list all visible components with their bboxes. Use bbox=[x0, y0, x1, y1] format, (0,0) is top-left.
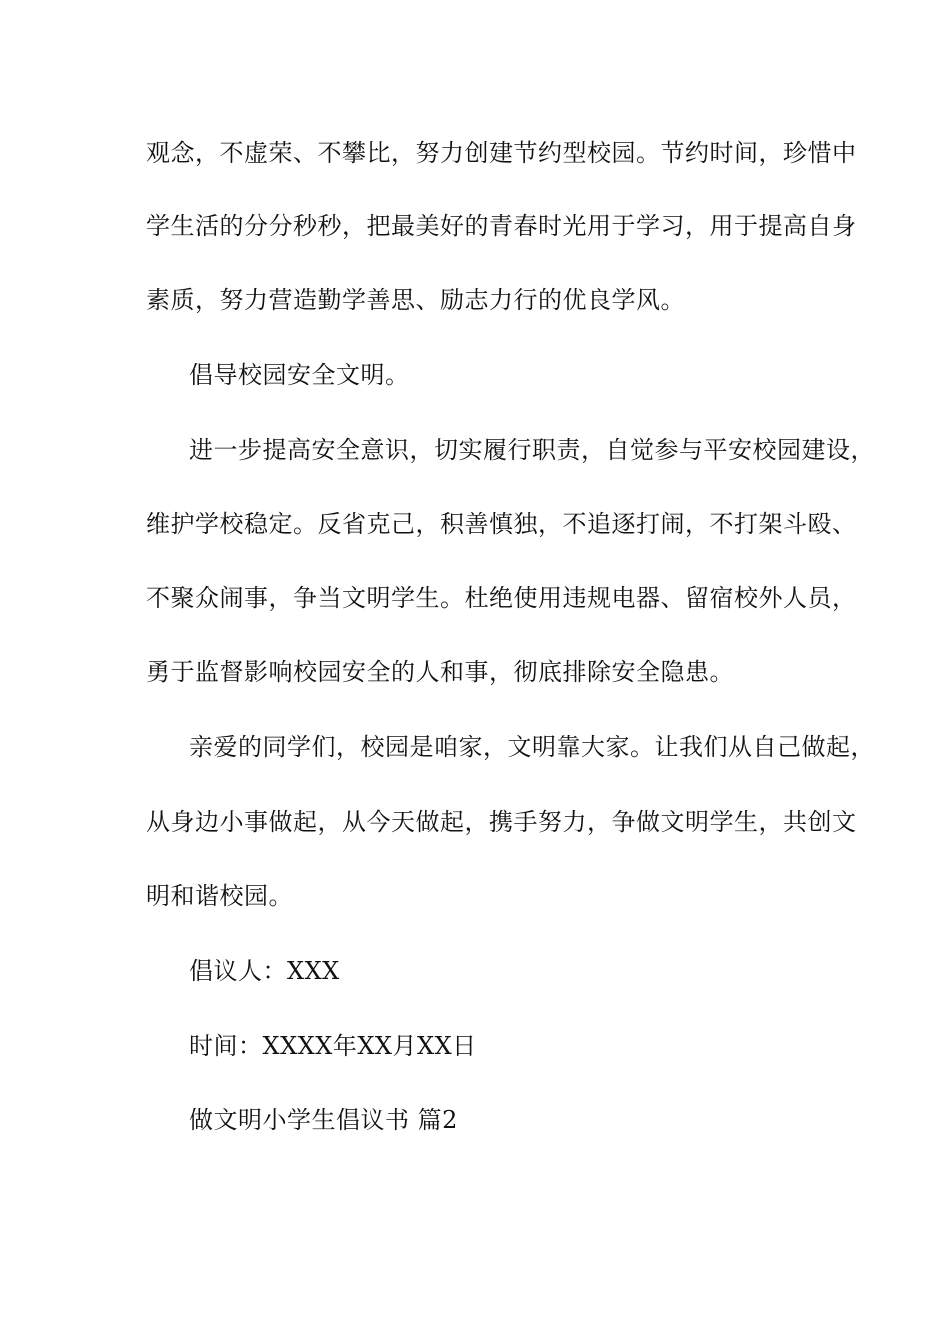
date-line: 时间：XXXX年XX月XX日 bbox=[189, 1032, 477, 1060]
paragraph-line: 维护学校稳定。反省克己，积善慎独，不追逐打闹，不打架斗殴、 bbox=[146, 510, 857, 538]
paragraph-line: 不聚众闹事，争当文明学生。杜绝使用违规电器、留宿校外人员， bbox=[146, 584, 857, 612]
paragraph-line: 学生活的分分秒秒，把最美好的青春时光用于学习，用于提高自身 bbox=[146, 212, 857, 240]
paragraph-line: 勇于监督影响校园安全的人和事，彻底排除安全隐患。 bbox=[146, 658, 734, 686]
paragraph-line: 从身边小事做起，从今天做起，携手努力，争做文明学生，共创文 bbox=[146, 808, 857, 836]
paragraph-line: 明和谐校园。 bbox=[146, 882, 293, 910]
paragraph-line: 素质，努力营造勤学善思、励志力行的优良学风。 bbox=[146, 286, 685, 314]
paragraph-line: 进一步提高安全意识，切实履行职责，自觉参与平安校园建设， bbox=[189, 436, 875, 464]
paragraph-line: 亲爱的同学们，校园是咱家，文明靠大家。让我们从自己做起， bbox=[189, 733, 875, 761]
paragraph-line: 观念，不虚荣、不攀比，努力创建节约型校园。节约时间，珍惜中 bbox=[146, 139, 857, 167]
next-section-title: 做文明小学生倡议书 篇2 bbox=[189, 1106, 458, 1134]
section-heading: 倡导校园安全文明。 bbox=[189, 361, 410, 389]
initiator-line: 倡议人：XXX bbox=[189, 957, 340, 985]
